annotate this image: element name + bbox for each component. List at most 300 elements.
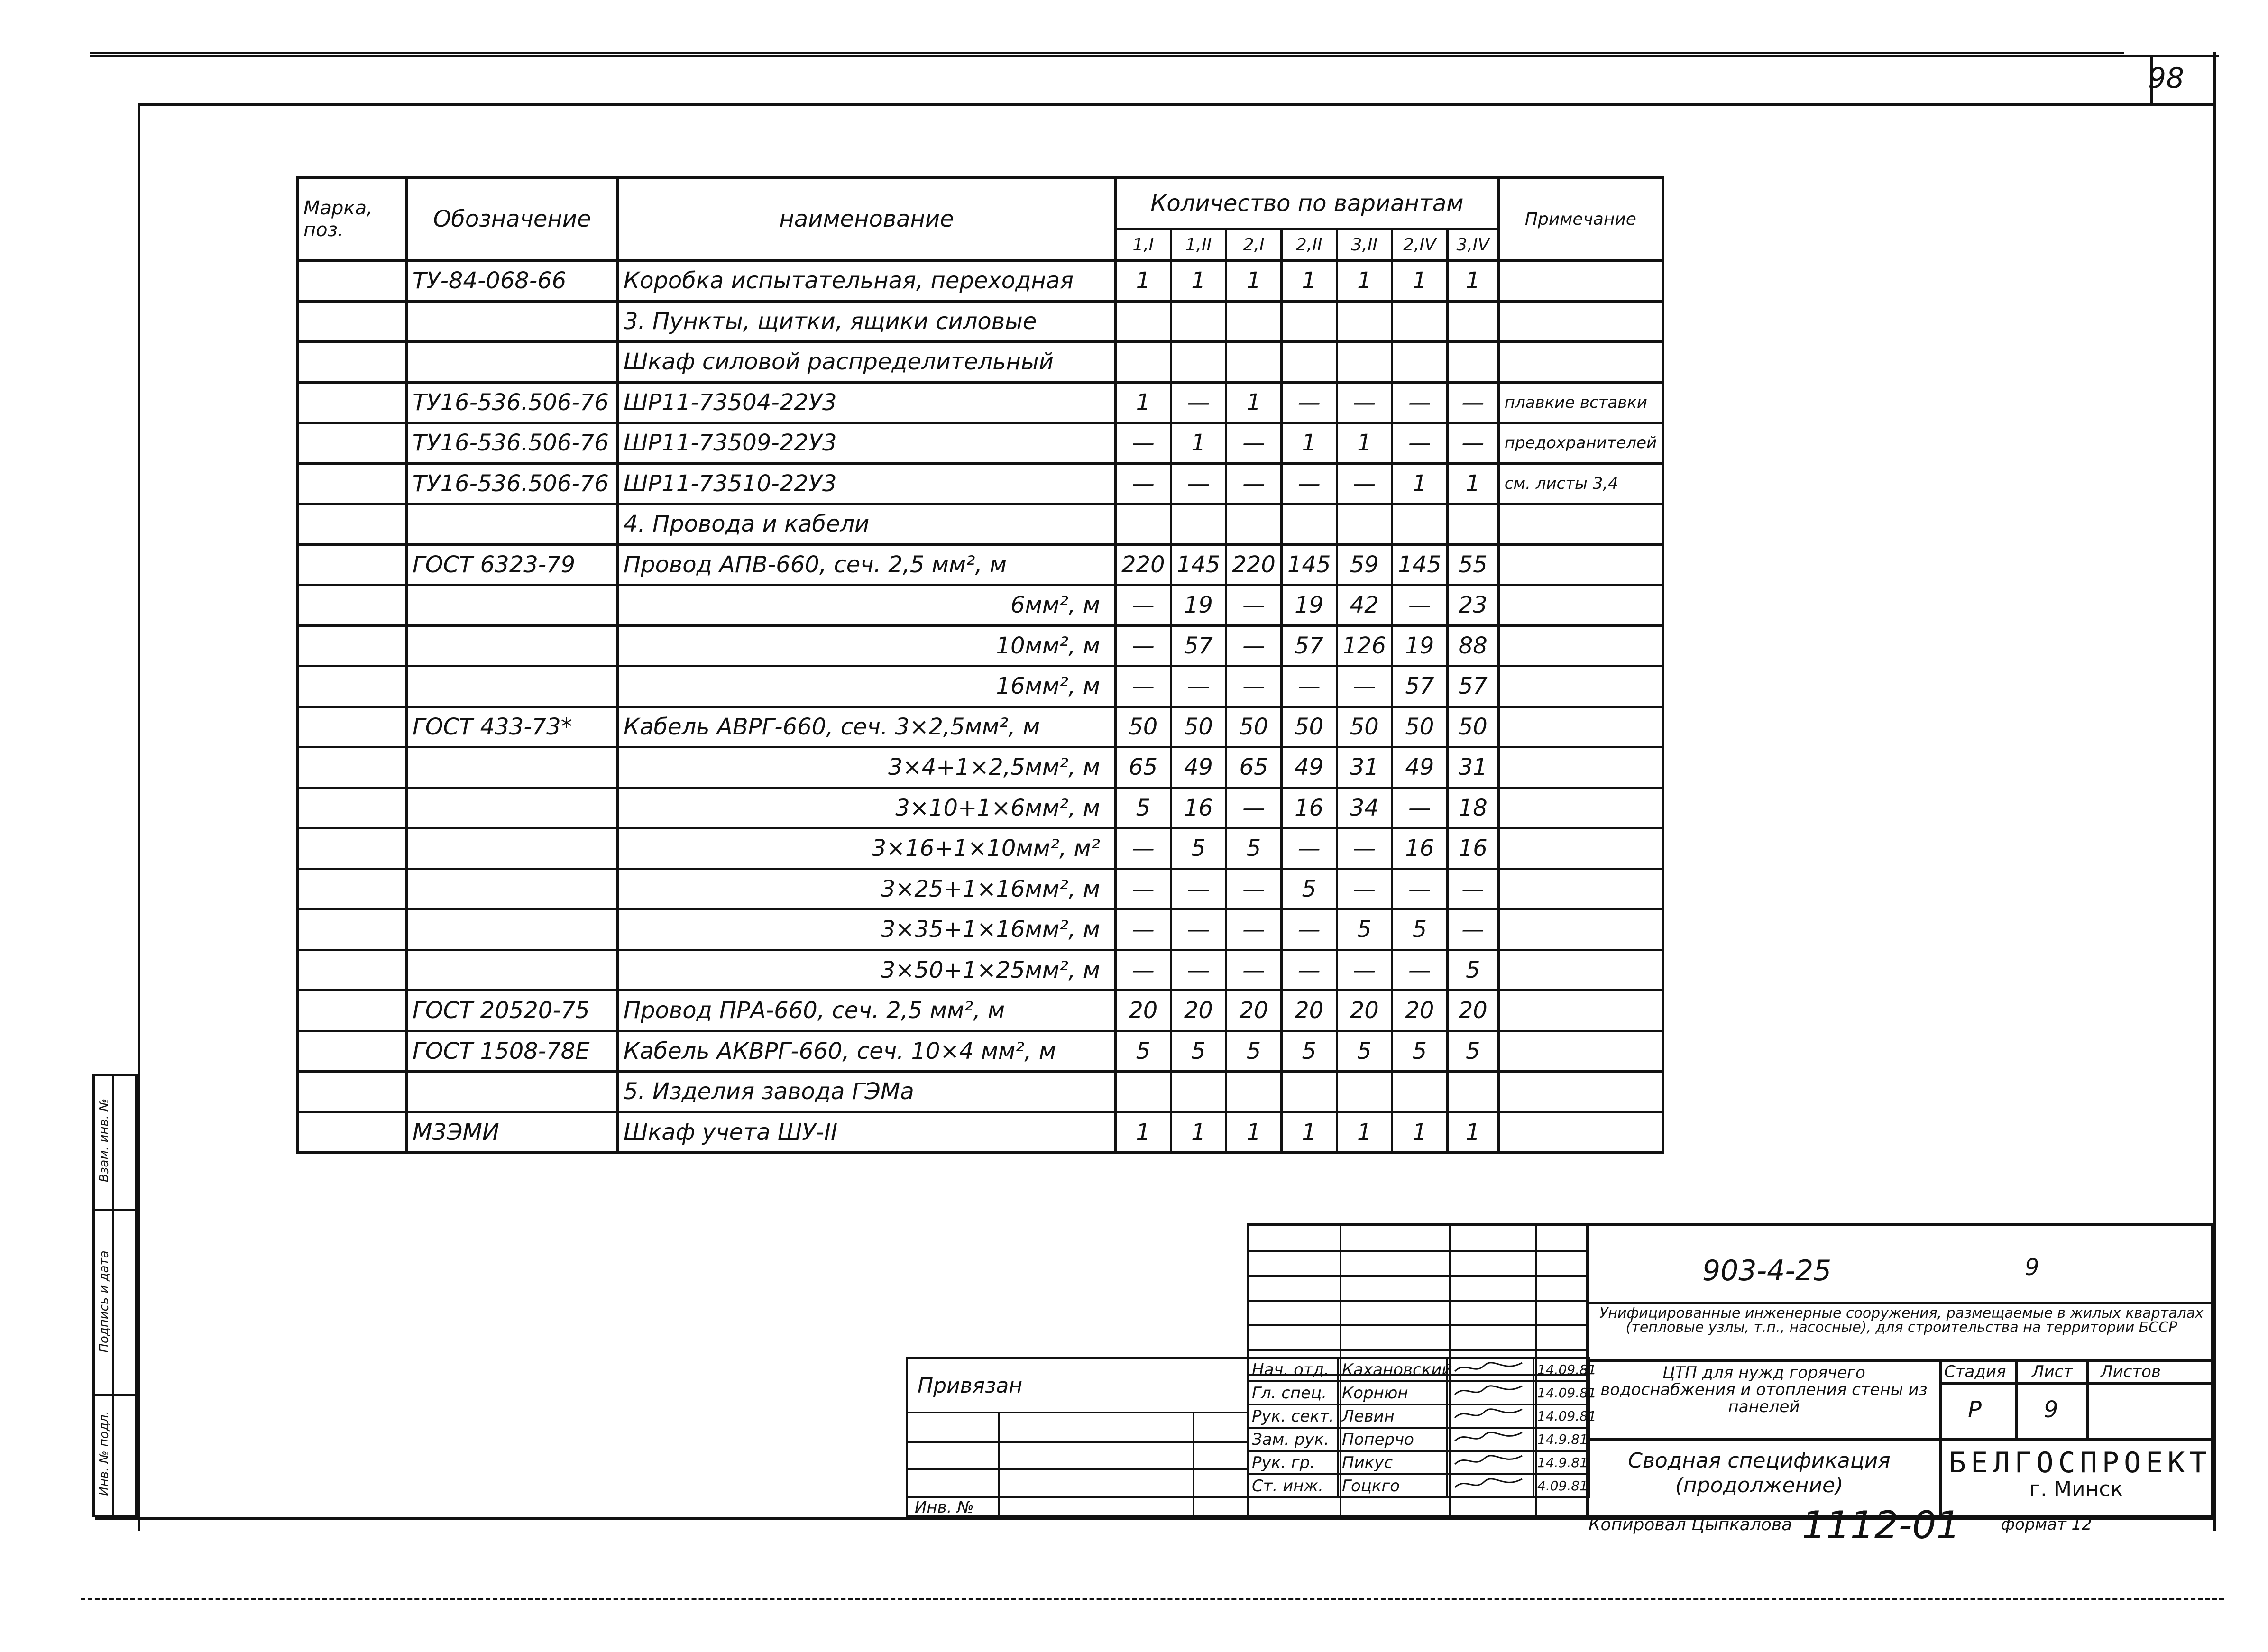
- signature-name: Поперчо: [1338, 1428, 1447, 1451]
- cell-quantity: [1171, 301, 1226, 342]
- cell-note: [1498, 544, 1662, 585]
- cell-mark: [298, 1112, 407, 1153]
- cell-quantity: 31: [1337, 747, 1392, 788]
- cell-note: [1498, 788, 1662, 828]
- cell-name: Кабель АКВРГ-660, сеч. 10×4 мм², м: [618, 1031, 1116, 1072]
- cell-mark: [298, 788, 407, 828]
- cell-name: 3×35+1×16мм², м: [618, 909, 1116, 950]
- cell-quantity: 1: [1337, 261, 1392, 302]
- signature-icon: [1451, 1405, 1527, 1423]
- variant-header: 1,II: [1171, 229, 1226, 261]
- table-row: [298, 869, 1663, 909]
- format-label: формат 12: [2001, 1515, 2092, 1534]
- cell-quantity: —: [1116, 625, 1171, 666]
- cell-quantity: 1: [1447, 1112, 1498, 1153]
- copy-number: 1112-01: [1802, 1503, 1961, 1547]
- specification-body: [298, 261, 1663, 1153]
- cell-quantity: 5: [1392, 1031, 1448, 1072]
- cell-mark: [298, 504, 407, 545]
- signature-icon: [1451, 1359, 1527, 1376]
- cell-name: 3×4+1×2,5мм², м: [618, 747, 1116, 788]
- cell-quantity: —: [1281, 828, 1337, 869]
- cell-quantity: —: [1392, 869, 1448, 909]
- cell-quantity: 1: [1171, 261, 1226, 302]
- cell-quantity: [1337, 301, 1392, 342]
- table-row: [298, 666, 1663, 707]
- cell-designation: [407, 504, 618, 545]
- cell-quantity: —: [1171, 382, 1226, 423]
- cell-quantity: [1226, 1072, 1282, 1112]
- table-row: [298, 1031, 1663, 1072]
- cell-mark: [298, 1072, 407, 1112]
- cell-quantity: 1: [1447, 261, 1498, 302]
- table-row: [298, 504, 1663, 545]
- cell-quantity: 49: [1392, 747, 1448, 788]
- cell-quantity: 1: [1281, 423, 1337, 464]
- cell-quantity: 20: [1392, 991, 1448, 1031]
- bottom-dash-line: [81, 1598, 2224, 1600]
- cell-quantity: —: [1226, 909, 1282, 950]
- cell-quantity: 1: [1447, 463, 1498, 504]
- cell-designation: [407, 788, 618, 828]
- cell-quantity: —: [1337, 666, 1392, 707]
- cell-name: 3×10+1×6мм², м: [618, 788, 1116, 828]
- cell-quantity: [1447, 342, 1498, 383]
- right-border: [2213, 52, 2216, 1531]
- signature-name: Кахановский: [1338, 1358, 1447, 1381]
- header-note: Примечание: [1498, 178, 1662, 261]
- top-border: [90, 55, 2219, 57]
- cell-quantity: 20: [1116, 991, 1171, 1031]
- cell-quantity: 1: [1116, 1112, 1171, 1153]
- sheet-value: 9: [2044, 1396, 2058, 1423]
- signature-name: Левин: [1338, 1404, 1447, 1428]
- cell-name: 5. Изделия завода ГЭМа: [618, 1072, 1116, 1112]
- cell-quantity: —: [1281, 950, 1337, 991]
- cell-quantity: 220: [1226, 544, 1282, 585]
- table-row: [298, 544, 1663, 585]
- cell-quantity: —: [1226, 869, 1282, 909]
- cell-quantity: 145: [1392, 544, 1448, 585]
- header-quantity: Количество по вариантам: [1116, 178, 1499, 229]
- cell-quantity: —: [1447, 869, 1498, 909]
- cell-name: 3×50+1×25мм², м: [618, 950, 1116, 991]
- cell-quantity: 31: [1447, 747, 1498, 788]
- cell-quantity: —: [1392, 585, 1448, 626]
- cell-quantity: 20: [1447, 991, 1498, 1031]
- cell-quantity: 55: [1447, 544, 1498, 585]
- cell-quantity: [1281, 301, 1337, 342]
- cell-quantity: 50: [1281, 707, 1337, 747]
- cell-quantity: 1: [1226, 1112, 1282, 1153]
- doc-code: 903-4-25: [1702, 1254, 1832, 1287]
- cell-quantity: —: [1116, 666, 1171, 707]
- stamp-main: [1589, 1223, 2213, 1517]
- cell-quantity: 19: [1392, 625, 1448, 666]
- cell-name: Шкаф силовой распределительный: [618, 342, 1116, 383]
- variant-header: 2,II: [1281, 229, 1337, 261]
- signature-row: [1248, 1428, 1589, 1451]
- cell-quantity: 59: [1337, 544, 1392, 585]
- cell-quantity: 5: [1337, 1031, 1392, 1072]
- copied-by: Копировал Цыпкалова: [1589, 1515, 1792, 1534]
- margin-label-inv: Инв. № подл.: [97, 1411, 111, 1496]
- cell-quantity: —: [1281, 909, 1337, 950]
- city: г. Минск: [2029, 1477, 2123, 1501]
- cell-designation: [407, 1072, 618, 1112]
- signature-scribble: [1447, 1404, 1533, 1428]
- cell-quantity: 1: [1281, 1112, 1337, 1153]
- cell-quantity: 50: [1171, 707, 1226, 747]
- sheet-label: Лист: [2032, 1362, 2073, 1381]
- cell-mark: [298, 301, 407, 342]
- cell-note: [1498, 1112, 1662, 1153]
- table-row: [298, 991, 1663, 1031]
- margin-stamp: [92, 1074, 138, 1517]
- signature-name: Пикус: [1338, 1451, 1447, 1474]
- cell-note: [1498, 991, 1662, 1031]
- cell-quantity: 1: [1116, 261, 1171, 302]
- cell-quantity: [1337, 342, 1392, 383]
- cell-designation: [407, 828, 618, 869]
- cell-name: 3×16+1×10мм², м²: [618, 828, 1116, 869]
- cell-mark: [298, 625, 407, 666]
- table-row: [298, 747, 1663, 788]
- inv-label: Инв. №: [915, 1498, 974, 1517]
- table-row: [298, 301, 1663, 342]
- table-row: [298, 463, 1663, 504]
- cell-quantity: —: [1226, 666, 1282, 707]
- cell-designation: ТУ16-536.506-76: [407, 463, 618, 504]
- signatures-table: [1247, 1357, 1597, 1498]
- signature-role: Нач. отд.: [1248, 1358, 1338, 1381]
- cell-designation: ТУ16-536.506-76: [407, 423, 618, 464]
- cell-designation: М3ЭМИ: [407, 1112, 618, 1153]
- cell-quantity: —: [1392, 382, 1448, 423]
- cell-note: [1498, 261, 1662, 302]
- cell-quantity: —: [1337, 463, 1392, 504]
- cell-quantity: 49: [1281, 747, 1337, 788]
- cell-note: [1498, 342, 1662, 383]
- cell-designation: [407, 666, 618, 707]
- cell-designation: ГОСТ 6323-79: [407, 544, 618, 585]
- cell-name: ШР11-73510-22У3: [618, 463, 1116, 504]
- signature-row: [1248, 1381, 1589, 1404]
- cell-quantity: 5: [1447, 1031, 1498, 1072]
- cell-quantity: [1171, 342, 1226, 383]
- cell-quantity: 57: [1447, 666, 1498, 707]
- table-row: [298, 261, 1663, 302]
- organization: БЕЛГОСПРОЕКТ: [1949, 1446, 2212, 1479]
- cell-quantity: —: [1116, 423, 1171, 464]
- cell-quantity: —: [1337, 950, 1392, 991]
- cell-quantity: 42: [1337, 585, 1392, 626]
- signature-date: 4.09.81: [1533, 1474, 1589, 1497]
- cell-name: Провод АПВ-660, сеч. 2,5 мм², м: [618, 544, 1116, 585]
- signature-role: Рук. сект.: [1248, 1404, 1338, 1428]
- cell-note: см. листы 3,4: [1498, 463, 1662, 504]
- cell-note: [1498, 707, 1662, 747]
- cell-designation: [407, 625, 618, 666]
- cell-quantity: 16: [1171, 788, 1226, 828]
- signature-icon: [1451, 1452, 1527, 1469]
- cell-quantity: 50: [1447, 707, 1498, 747]
- table-row: [298, 828, 1663, 869]
- cell-quantity: 88: [1447, 625, 1498, 666]
- page-number: 98: [2148, 62, 2185, 95]
- cell-quantity: —: [1281, 382, 1337, 423]
- cell-quantity: 1: [1171, 423, 1226, 464]
- bound-label: Привязан: [918, 1374, 1023, 1398]
- signature-scribble: [1447, 1428, 1533, 1451]
- bound-section: [906, 1357, 1247, 1517]
- cell-quantity: —: [1116, 828, 1171, 869]
- cell-quantity: 34: [1337, 788, 1392, 828]
- cell-mark: [298, 991, 407, 1031]
- cell-quantity: 1: [1392, 261, 1448, 302]
- cell-quantity: [1392, 1072, 1448, 1112]
- cell-name: 16мм², м: [618, 666, 1116, 707]
- table-row: [298, 909, 1663, 950]
- cell-quantity: —: [1447, 423, 1498, 464]
- signature-scribble: [1447, 1381, 1533, 1404]
- variant-header: 3,II: [1337, 229, 1392, 261]
- cell-note: плавкие вставки: [1498, 382, 1662, 423]
- cell-quantity: —: [1226, 463, 1282, 504]
- cell-quantity: [1116, 301, 1171, 342]
- cell-mark: [298, 585, 407, 626]
- cell-quantity: [1116, 1072, 1171, 1112]
- cell-note: [1498, 666, 1662, 707]
- cell-quantity: 23: [1447, 585, 1498, 626]
- signature-scribble: [1447, 1451, 1533, 1474]
- cell-mark: [298, 747, 407, 788]
- top-edge-line: [90, 52, 2124, 54]
- cell-quantity: 20: [1337, 991, 1392, 1031]
- cell-quantity: [1226, 342, 1282, 383]
- variant-header: 1,I: [1116, 229, 1171, 261]
- cell-quantity: 5: [1392, 909, 1448, 950]
- cell-quantity: [1337, 1072, 1392, 1112]
- signature-name: Гоцкго: [1338, 1474, 1447, 1497]
- cell-quantity: 5: [1281, 1031, 1337, 1072]
- cell-quantity: —: [1116, 909, 1171, 950]
- cell-quantity: —: [1171, 950, 1226, 991]
- cell-note: [1498, 828, 1662, 869]
- signature-date: 14.09.81: [1533, 1404, 1589, 1428]
- cell-quantity: [1447, 1072, 1498, 1112]
- table-row: [298, 585, 1663, 626]
- cell-quantity: [1226, 301, 1282, 342]
- cell-mark: [298, 463, 407, 504]
- cell-quantity: [1116, 504, 1171, 545]
- cell-quantity: 16: [1447, 828, 1498, 869]
- cell-name: Шкаф учета ШУ-II: [618, 1112, 1116, 1153]
- cell-note: [1498, 301, 1662, 342]
- signature-date: 14.9.81: [1533, 1428, 1589, 1451]
- variant-header: 2,IV: [1392, 229, 1448, 261]
- cell-mark: [298, 261, 407, 302]
- signature-name: Корнюн: [1338, 1381, 1447, 1404]
- cell-name: Коробка испытательная, переходная: [618, 261, 1116, 302]
- cell-quantity: 16: [1392, 828, 1448, 869]
- cell-quantity: 5: [1116, 1031, 1171, 1072]
- cell-quantity: —: [1116, 869, 1171, 909]
- signature-date: 14.09.81: [1533, 1358, 1589, 1381]
- cell-quantity: 5: [1281, 869, 1337, 909]
- cell-mark: [298, 909, 407, 950]
- cell-quantity: [1226, 504, 1282, 545]
- cell-quantity: —: [1116, 585, 1171, 626]
- cell-quantity: 1: [1337, 423, 1392, 464]
- cell-quantity: —: [1226, 950, 1282, 991]
- cell-quantity: [1281, 342, 1337, 383]
- cell-quantity: 1: [1226, 261, 1282, 302]
- cell-quantity: 65: [1116, 747, 1171, 788]
- project-description: Унифицированные инженерные сооружения, размещаемые в жилых кварталах (тепловые узлы, т.п., насосные), для строительства на территории БССР: [1599, 1305, 2204, 1336]
- cell-quantity: [1281, 1072, 1337, 1112]
- table-row: [298, 950, 1663, 991]
- cell-name: ШР11-73509-22У3: [618, 423, 1116, 464]
- cell-note: [1498, 909, 1662, 950]
- cell-name: Провод ПРА-660, сеч. 2,5 мм², м: [618, 991, 1116, 1031]
- header-designation: Обозначение: [407, 178, 618, 261]
- signature-scribble: [1447, 1474, 1533, 1497]
- album-number: 9: [2025, 1254, 2039, 1281]
- variant-header: 2,I: [1226, 229, 1282, 261]
- cell-mark: [298, 1031, 407, 1072]
- cell-note: [1498, 950, 1662, 991]
- table-row: [298, 1112, 1663, 1153]
- cell-mark: [298, 828, 407, 869]
- cell-quantity: 5: [1226, 828, 1282, 869]
- cell-quantity: 5: [1171, 1031, 1226, 1072]
- sheet-title: ЦТП для нужд горячего водоснабжения и отопления стены из панелей: [1600, 1363, 1928, 1416]
- cell-quantity: 19: [1171, 585, 1226, 626]
- table-row: [298, 342, 1663, 383]
- cell-designation: [407, 301, 618, 342]
- title-block: [915, 1223, 2213, 1517]
- cell-quantity: 5: [1226, 1031, 1282, 1072]
- frame-top: [138, 103, 2214, 106]
- cell-quantity: [1337, 504, 1392, 545]
- header-mark: Марка, поз.: [298, 178, 407, 261]
- cell-mark: [298, 707, 407, 747]
- cell-quantity: 19: [1281, 585, 1337, 626]
- cell-quantity: 5: [1447, 950, 1498, 991]
- cell-quantity: 57: [1392, 666, 1448, 707]
- cell-quantity: —: [1226, 625, 1282, 666]
- cell-quantity: 65: [1226, 747, 1282, 788]
- cell-designation: ГОСТ 433-73*: [407, 707, 618, 747]
- stage-value: Р: [1968, 1396, 1982, 1423]
- signature-role: Рук. гр.: [1248, 1451, 1338, 1474]
- cell-quantity: 57: [1281, 625, 1337, 666]
- cell-note: [1498, 585, 1662, 626]
- cell-quantity: [1116, 342, 1171, 383]
- cell-quantity: 1: [1281, 261, 1337, 302]
- cell-quantity: 145: [1281, 544, 1337, 585]
- cell-quantity: 220: [1116, 544, 1171, 585]
- cell-quantity: 49: [1171, 747, 1226, 788]
- cell-name: Кабель АВРГ-660, сеч. 3×2,5мм², м: [618, 707, 1116, 747]
- cell-quantity: —: [1171, 869, 1226, 909]
- signature-role: Зам. рук.: [1248, 1428, 1338, 1451]
- cell-designation: [407, 585, 618, 626]
- cell-quantity: —: [1337, 869, 1392, 909]
- signature-row: [1248, 1474, 1589, 1497]
- cell-quantity: [1447, 504, 1498, 545]
- cell-mark: [298, 382, 407, 423]
- cell-quantity: —: [1281, 666, 1337, 707]
- stage-label: Стадия: [1944, 1362, 2006, 1381]
- signature-role: Гл. спец.: [1248, 1381, 1338, 1404]
- cell-designation: [407, 747, 618, 788]
- cell-mark: [298, 950, 407, 991]
- cell-quantity: —: [1337, 828, 1392, 869]
- cell-quantity: 1: [1226, 382, 1282, 423]
- cell-quantity: [1171, 1072, 1226, 1112]
- signature-role: Ст. инж.: [1248, 1474, 1338, 1497]
- signature-scribble: [1447, 1358, 1533, 1381]
- cell-note: [1498, 869, 1662, 909]
- cell-designation: ГОСТ 1508-78Е: [407, 1031, 618, 1072]
- cell-quantity: [1392, 504, 1448, 545]
- cell-quantity: [1171, 504, 1226, 545]
- cell-quantity: —: [1337, 382, 1392, 423]
- cell-quantity: —: [1226, 788, 1282, 828]
- cell-quantity: 50: [1116, 707, 1171, 747]
- cell-quantity: [1392, 342, 1448, 383]
- cell-mark: [298, 423, 407, 464]
- cell-quantity: 16: [1281, 788, 1337, 828]
- cell-designation: [407, 950, 618, 991]
- cell-quantity: 50: [1226, 707, 1282, 747]
- cell-mark: [298, 342, 407, 383]
- cell-note: [1498, 504, 1662, 545]
- cell-quantity: [1392, 301, 1448, 342]
- cell-quantity: —: [1171, 666, 1226, 707]
- cell-quantity: —: [1116, 463, 1171, 504]
- cell-quantity: —: [1116, 950, 1171, 991]
- cell-note: [1498, 747, 1662, 788]
- cell-quantity: —: [1447, 382, 1498, 423]
- cell-quantity: 126: [1337, 625, 1392, 666]
- cell-quantity: 20: [1281, 991, 1337, 1031]
- table-row: [298, 382, 1663, 423]
- cell-quantity: 1: [1116, 382, 1171, 423]
- signature-icon: [1451, 1475, 1527, 1492]
- cell-name: ШР11-73504-22У3: [618, 382, 1116, 423]
- cell-mark: [298, 666, 407, 707]
- cell-quantity: 50: [1392, 707, 1448, 747]
- signature-icon: [1451, 1382, 1527, 1399]
- cell-quantity: —: [1392, 788, 1448, 828]
- cell-designation: [407, 342, 618, 383]
- cell-quantity: 1: [1392, 463, 1448, 504]
- cell-designation: [407, 909, 618, 950]
- table-row: [298, 788, 1663, 828]
- sheets-label: Листов: [2101, 1362, 2161, 1381]
- cell-designation: ГОСТ 20520-75: [407, 991, 618, 1031]
- table-row: [298, 707, 1663, 747]
- cell-designation: ТУ16-536.506-76: [407, 382, 618, 423]
- specification-table: [296, 176, 1664, 1154]
- cell-quantity: —: [1447, 909, 1498, 950]
- cell-designation: [407, 869, 618, 909]
- cell-quantity: 5: [1116, 788, 1171, 828]
- cell-quantity: —: [1281, 463, 1337, 504]
